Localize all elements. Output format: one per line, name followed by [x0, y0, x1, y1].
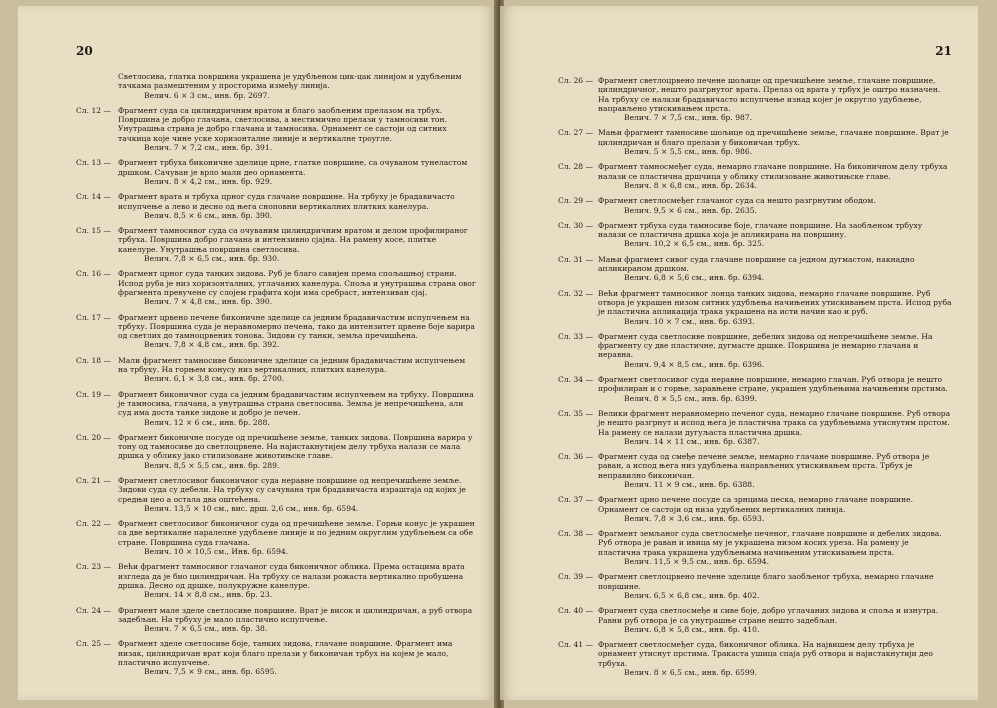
- entry-dimensions: Велич. 7 × 4,8 см., инв. бр. 390.: [144, 297, 273, 307]
- entry-description: Фрагмент трбуха биконичне зделице црне, глатке површине, са очуваном тунеластом дршком. Сачуван је врло мали део орнамента.: [118, 158, 468, 177]
- entry-description: Фрагмент тамносивог суда са очуваним цилиндричним вратом и делом профилираног трбуха. Површина добро глачана и интензивно сјајна. На рамену косе, плитке канелуре. Унутрашња површина светлосива.: [118, 226, 468, 254]
- page-number: 20: [76, 44, 93, 58]
- entry-dimensions: Велич. 7,8 × 6,5 см., инв. бр. 930.: [144, 254, 280, 264]
- figure-entry: [18, 158, 496, 186]
- entry-dimensions: Велич. 11,5 × 9,5 см., инв. бр. 6594.: [624, 557, 770, 567]
- figure-entry: [18, 562, 496, 599]
- entry-dimensions: Велич. 12 × 6 см., инв. бр. 288.: [144, 417, 270, 427]
- entry-dimensions: Велич. 14 × 11 см., инв. бр. 6387.: [624, 436, 760, 446]
- figure-entry: [500, 289, 978, 326]
- entry-description: Фрагмент светлосивог суда неравне површине, немарно глачан. Руб отвора је нешто профилиран и с горње, заравњене стране, украшен удубљењима начињеним прстима.: [598, 375, 948, 394]
- entry-description: Фрагмент црног суда танких зидова. Руб је благо савијен према спољашњој страни. Испод руба је низ хоризонталних, углачаних канелура. Споља и унутрашња страна овог фрагмента превучене су слојем графита који има сребраст, интензиван сјај.: [118, 269, 476, 297]
- entry-description: Фрагмент светлосмеђег глачаног суда са нешто разгрнутим ободом.: [598, 196, 876, 206]
- entry-description: Фрагмент суда од смеђе печене земље, немарно глачане површине. Руб отвора је раван, а испод њега низ удубљења направљених утискивањем прста. Трбух је неправилно биконичан.: [598, 452, 930, 480]
- figure-ref: Сл. 33 —: [558, 331, 594, 341]
- entry-dimensions: Велич. 8 × 5,5 см., инв. бр. 6399.: [624, 393, 757, 403]
- entry-description: Фрагмент биконичне посуде од пречишћене земље, танких зидова. Површина варира у тону од тамносиве до светлоцрвене. На најистакнутијем делу трбуха налази се мала дршка у облику јако стилизоване животињске главе.: [118, 432, 473, 461]
- entry-description: Мањи фрагмент сивог суда глачане површине са једном дугмастом, накнадно апликираном дршком.: [598, 254, 915, 274]
- entry-dimensions: Велич. 7 × 7,5 см., инв. бр. 987.: [624, 113, 753, 123]
- figure-ref: Сл. 35 —: [558, 408, 594, 418]
- entry-dimensions: Велич. 10 × 7 см., инв. бр. 6393.: [624, 316, 755, 326]
- figure-ref: Сл. 38 —: [558, 529, 594, 539]
- entry-description: Фрагмент мале зделе светлосиве површине. Врат је висок и цилиндричан, а руб отвора задебљан. На трбуху је мало пластично испупчење.: [118, 605, 473, 624]
- entry-dimensions: Велич. 9,5 × 6 см., инв. бр. 2635.: [624, 205, 757, 215]
- figure-entry: [18, 639, 496, 676]
- figure-ref: Сл. 16 —: [76, 269, 112, 279]
- entry-dimensions: Велич. 7,5 × 9 см., инв. бр. 6595.: [144, 667, 277, 677]
- figure-ref: Сл. 12 —: [76, 105, 112, 115]
- figure-ref: Сл. 37 —: [558, 495, 594, 505]
- figure-entry: [500, 128, 978, 156]
- entry-dimensions: Велич. 8 × 6,5 см., инв. бр. 6599.: [624, 668, 757, 678]
- figure-ref: Сл. 19 —: [76, 389, 112, 399]
- figure-ref: Сл. 27 —: [558, 128, 594, 138]
- entry-dimensions: Велич. 6,8 × 5,6 см., инв. бр. 6394.: [624, 273, 765, 283]
- figure-entry: [18, 519, 496, 556]
- entry-dimensions: Велич. 7 × 7,2 см., инв. бр. 391.: [144, 143, 273, 153]
- figure-ref: Сл. 32 —: [558, 288, 594, 298]
- figure-ref: Сл. 20 —: [76, 432, 112, 442]
- entry-dimensions: Велич. 8,5 × 5,5 см., инв. бр. 289.: [144, 460, 280, 470]
- entry-description: Фрагмент суда светлосиве површине, дебелих зидова од непречишћене земље. На фрагменту су две пластичне, дугмасте дршке. Површина је немарно глачана и неравна.: [598, 331, 933, 360]
- entry-dimensions: Велич. 10,2 × 6,5 см., инв. бр. 325.: [624, 239, 765, 249]
- figure-entry: [500, 162, 978, 190]
- figure-ref: Сл. 29 —: [558, 196, 594, 206]
- entry-dimensions: Велич. 6,1 × 3,8 см., инв. бр. 2700.: [144, 374, 285, 384]
- entry-dimensions: Велич. 14 × 8,8 см., инв. бр. 23.: [144, 590, 273, 600]
- entry-description: Фрагмент светлосмеђег суда, биконичног облика. На највишем делу трбуха је орнамент утиснут прстима. Тракаста ушица спаја руб отвора и најистакнутији део трбуха.: [598, 640, 933, 668]
- entry-description: Фрагмент светлосивог биконичног суда од пречишћене земље. Горњи конус је украшен са две вертикалне паралелне удубљене линије и по једним округлим удубљењем са обе стране. Површина суда глачана.: [118, 519, 475, 547]
- right-entries: [500, 76, 978, 683]
- figure-ref: Сл. 18 —: [76, 355, 112, 365]
- right-page: [500, 6, 978, 700]
- entry-dimensions: Велич. 11 × 9 см., инв. бр. 6388.: [624, 479, 755, 489]
- entry-dimensions: Велич. 8 × 4,2 см., инв. бр. 929.: [144, 176, 273, 186]
- entry-description: Фрагмент биконичног суда са једним брадавичастим испупчењем на трбуху. Површина је тамносива, глачана, а унутрашња страна светлосива. Земља је непречишћена, али суд има доста танке зидове и добро је печен.: [118, 389, 474, 418]
- figure-entry: [18, 433, 496, 470]
- figure-ref: Сл. 24 —: [76, 605, 112, 615]
- entry-dimensions: Велич. 7,8 × 4,8 см., инв. бр. 392.: [144, 340, 280, 350]
- figure-ref: Сл. 31 —: [558, 254, 594, 264]
- figure-entry: [500, 375, 978, 403]
- entry-dimensions: Велич. 6,8 × 5,8 см., инв. бр. 410.: [624, 624, 760, 634]
- figure-entry: [500, 221, 978, 249]
- entry-dimensions: Велич. 5 × 5,5 см., инв. бр. 986.: [624, 147, 753, 157]
- entry-description: Фрагмент суда светлосмеђе и сиве боје, добро углачаних зидова и споља и изнутра. Равни руб отвора је са унутрашње стране нешто задебљан.: [598, 606, 939, 625]
- figure-entry: [500, 495, 978, 523]
- figure-ref: Сл. 22 —: [76, 519, 112, 529]
- entry-description: Већи фрагмент тамносивог лонца танких зидова, немарно глачане површине. Руб отвора је украшен низом ситних удубљења начињених утискивањем прста. Испод руба је пластична апликација трака украшена на исти начин као и руб.: [598, 288, 952, 317]
- figure-entry: [18, 476, 496, 513]
- entry-description: Фрагмент црно печене посуде са зрнцима песка, немарно глачане површине. Орнамент се састоји од низа удубљених вертикалних линија.: [598, 495, 914, 514]
- figure-ref: Сл. 40 —: [558, 606, 594, 616]
- figure-entry: [18, 226, 496, 263]
- entry-description: Фрагмент земљаног суда светлосмеђе печеног, глачане површине и дебелих зидова. Руб отвора је раван и ивица му је украшена низом косих уреза. На рамену је пластична трака украшена удубљењима начињеним утискивањем прста.: [598, 529, 942, 557]
- figure-entry: [500, 332, 978, 369]
- left-page: [18, 6, 496, 700]
- figure-ref: Сл. 30 —: [558, 220, 594, 230]
- continuation-paragraph: [18, 72, 496, 100]
- figure-ref: Сл. 26 —: [558, 76, 594, 85]
- figure-ref: Сл. 41 —: [558, 640, 594, 650]
- figure-entry: [500, 606, 978, 634]
- figure-ref: Сл. 39 —: [558, 572, 594, 582]
- entry-dimensions: Велич. 10 × 10,5 см., Инв. бр. 6594.: [144, 547, 289, 557]
- figure-entry: [500, 196, 978, 215]
- figure-entry: [18, 390, 496, 427]
- figure-entry: [18, 313, 496, 350]
- page-number: 21: [935, 44, 952, 58]
- figure-ref: Сл. 34 —: [558, 375, 594, 385]
- entry-description: Фрагмент црвено печене биконичне зделице са једним брадавичастим испупчењем на трбуху. Површина суда је неравномерно печена, тако да интензитет црвене боје варира од светлих до тамноцрвених тонова. Зидови су танки, земља пречишћена.: [118, 312, 475, 341]
- figure-ref: Сл. 14 —: [76, 192, 112, 202]
- figure-entry: [500, 529, 978, 566]
- figure-entry: [500, 640, 978, 677]
- entry-description: Фрагмент трбуха суда тамносиве боје, глачане површине. На заобљеном трбуху налази се пластична дршка која је апликирана на површину.: [598, 220, 923, 240]
- entry-description: Светлосива, глатка површина украшена је удубљеном цик-цак линијом и удубљеним тачкама размештеним у просторима између линија.: [118, 72, 462, 91]
- entry-dimensions: Велич. 8 × 6,8 см., инв. бр. 2634.: [624, 180, 757, 190]
- figure-ref: Сл. 21 —: [76, 475, 112, 485]
- entry-description: Фрагмент зделе светлосиве боје, танких зидова, глачане површине. Фрагмент има низак, цилиндричан врат који благо прелази у биконичан трбух на којем је мало, пластично испупчење.: [118, 639, 453, 668]
- figure-entry: [18, 269, 496, 306]
- entry-dimensions: Велич. 9,4 × 8,5 см., инв. бр. 6396.: [624, 359, 765, 369]
- figure-entry: [500, 572, 978, 600]
- entry-description: Мали фрагмент тамносиве биконичне зделице са једним брадавичастим испупчењем на трбуху. На горњем конусу низ вертикалних, плитких канелура.: [118, 355, 466, 375]
- entry-dimensions: Велич. 7 × 6,5 см., инв. бр. 38.: [144, 624, 268, 634]
- figure-ref: Сл. 13 —: [76, 158, 112, 168]
- figure-entry: [18, 606, 496, 634]
- figure-entry: [500, 76, 978, 122]
- entry-description: Фрагмент суда са цилиндричним вратом и благо заобљеним прелазом на трбух. Површина је добро глачана, светлосива, а местимично прелази у тамносиви тон. Унутрашња страна је добро глачана и тамносива. Орнамент се састоји од ситних тачкица које чине уске хоризонталне линије и вертикалне троугле.: [118, 105, 447, 143]
- figure-entry: [500, 409, 978, 446]
- left-entries: [18, 72, 496, 683]
- entry-description: Већи фрагмент тамносивог глачаног суда биконичног облика. Према остацима врата изгледа да је био цилиндричан. На трбуху се налази рожаста вертикално пробушена дршка. Десно од дршке, полукружне канелуре.: [118, 562, 465, 590]
- figure-entry: [18, 106, 496, 152]
- figure-ref: Сл. 28 —: [558, 162, 594, 172]
- entry-dimensions: Велич. 13,5 × 10 см., вис. дрш. 2,6 см., инв. бр. 6594.: [144, 503, 359, 513]
- entry-description: Фрагмент светлосивог биконичног суда неравне површине од непречишћене земље. Зидови суда су дебели. На трбуху су сачувана три брадавичаста израштаја од којих је средњи цео а остала два оштећена.: [118, 475, 466, 504]
- figure-ref: Сл. 23 —: [76, 562, 112, 572]
- figure-ref: Сл. 36 —: [558, 452, 594, 462]
- figure-entry: [18, 356, 496, 384]
- figure-entry: [18, 192, 496, 220]
- entry-description: Мањи фрагмент тамносиве шољице од пречишћене земље, глачане површине. Врат је цилиндричан и благо прелази у биконичан трбух.: [598, 128, 949, 147]
- entry-dimensions: Велич. 6 × 3 см., инв. бр. 2697.: [144, 90, 270, 100]
- entry-description: Фрагмент светлоцрвено печене зделице благо заобљеног трбуха, немарно глачане површине.: [598, 572, 934, 591]
- entry-dimensions: Велич. 7,8 × 3,6 см., инв. бр. 6593.: [624, 513, 765, 523]
- figure-ref: Сл. 17 —: [76, 312, 112, 322]
- entry-description: Фрагмент светлоцрвено печене шољице од пречишћене земље, глачане површине, цилиндричног, нешто разгрнутог врата. Прелаз од врата у трбух је оштро назначен. На трбуху се налази брадавичасто испупчење изнад којег је округло удубљење, направљено утискивањем прста.: [598, 76, 941, 113]
- entry-description: Велики фрагмент неравномерно печеног суда, немарно глачане површине. Руб отвора је нешто разгрнут и испод њега је пластична трака са удубљењима утиснутим прстом. На рамену се налази дугуљаста пластична дршка.: [598, 408, 951, 437]
- entry-dimensions: Велич. 6,5 × 6,8 см., инв. бр. 402.: [624, 590, 760, 600]
- figure-entry: [500, 452, 978, 489]
- entry-description: Фрагмент врата и трбуха црног суда глачане површине. На трбуху је брадавичасто испупчење а лево и десно од њега сноповни вертикалних плитких канелура.: [118, 192, 455, 211]
- figure-ref: Сл. 25 —: [76, 639, 112, 649]
- entry-dimensions: Велич. 8,5 × 6 см., инв. бр. 390.: [144, 210, 273, 220]
- figure-entry: [500, 255, 978, 283]
- entry-description: Фрагмент тамносмеђег суда, немарно глачане површине. На биконичном делу трбуха налази се пластична дршчица у облику стилизоване животињске главе.: [598, 162, 948, 181]
- figure-ref: Сл. 15 —: [76, 226, 112, 236]
